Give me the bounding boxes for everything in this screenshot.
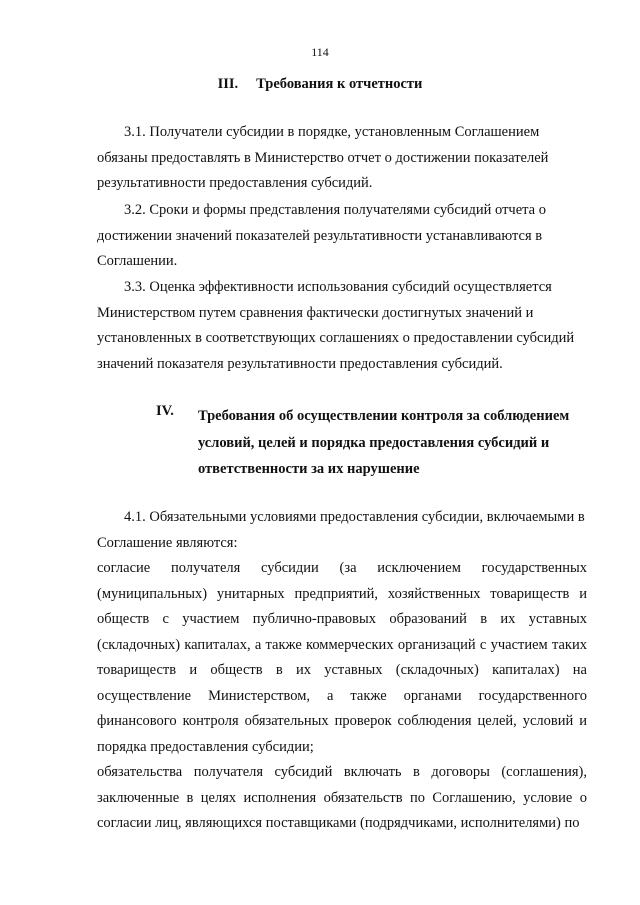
page-number: 114 (311, 45, 329, 59)
section-3-title: Требования к отчетности (256, 76, 423, 92)
paragraph-4-1: 4.1. Обязательными условиями предоставления субсидии, включаемыми в Соглашение являются: (97, 509, 585, 551)
condition-item: согласие получателя субсидии (за исключением государственных (муниципальных) унитарных предприятий, хозяйственных товариществ и обществ с участием публично-правовых образований в их уставных (складочных) капиталах, а также коммерческих организаций с участием таких товариществ и обществ в их уставных (складочных) капиталах) на осуществление Министерством, а также органами государственного финансового контроля обязательных проверок соблюдения целей, условий и порядка предоставления субсидии; (97, 560, 587, 755)
section-3-heading (0, 76, 640, 93)
paragraph-3-2: 3.2. Сроки и формы представления получателями субсидий отчета о достижении значений показателей результативности устанавливаются в Соглашении. (97, 202, 546, 269)
section-3-paragraph-2-block (97, 198, 587, 275)
section-3-number: III. (217, 76, 239, 92)
section-4-intro-block (97, 505, 587, 556)
paragraph-3-1: 3.1. Получатели субсидии в порядке, установленным Соглашением обязаны предоставлять в Министерство отчет о достижении показателей результативности предоставления субсидий. (97, 124, 549, 191)
section-4-item-2-block (97, 760, 587, 837)
section-4-title: Требования об осуществлении контроля за соблюдением условий, целей и порядка предоставления субсидий и ответственности за их нарушение (198, 408, 570, 477)
section-4-number: IV. (156, 403, 174, 419)
section-3-paragraph-3-block (97, 275, 587, 377)
section-4-item-1-block (97, 556, 587, 760)
condition-item: обязательства получателя субсидий включать в договоры (соглашения), заключенные в целях исполнения обязательств по Соглашению, условие о согласии лиц, являющихся поставщиками (подрядчиками, исполнителями) по (97, 764, 587, 831)
paragraph-3-3: 3.3. Оценка эффективности использования субсидий осуществляется Министерством путем сравнения фактически достигнутых значений и установленных в соответствующих соглашениях о предоставлении субсидий значений показателя результативности предоставления субсидий. (97, 279, 575, 372)
section-3-paragraph-1-block (97, 120, 587, 197)
